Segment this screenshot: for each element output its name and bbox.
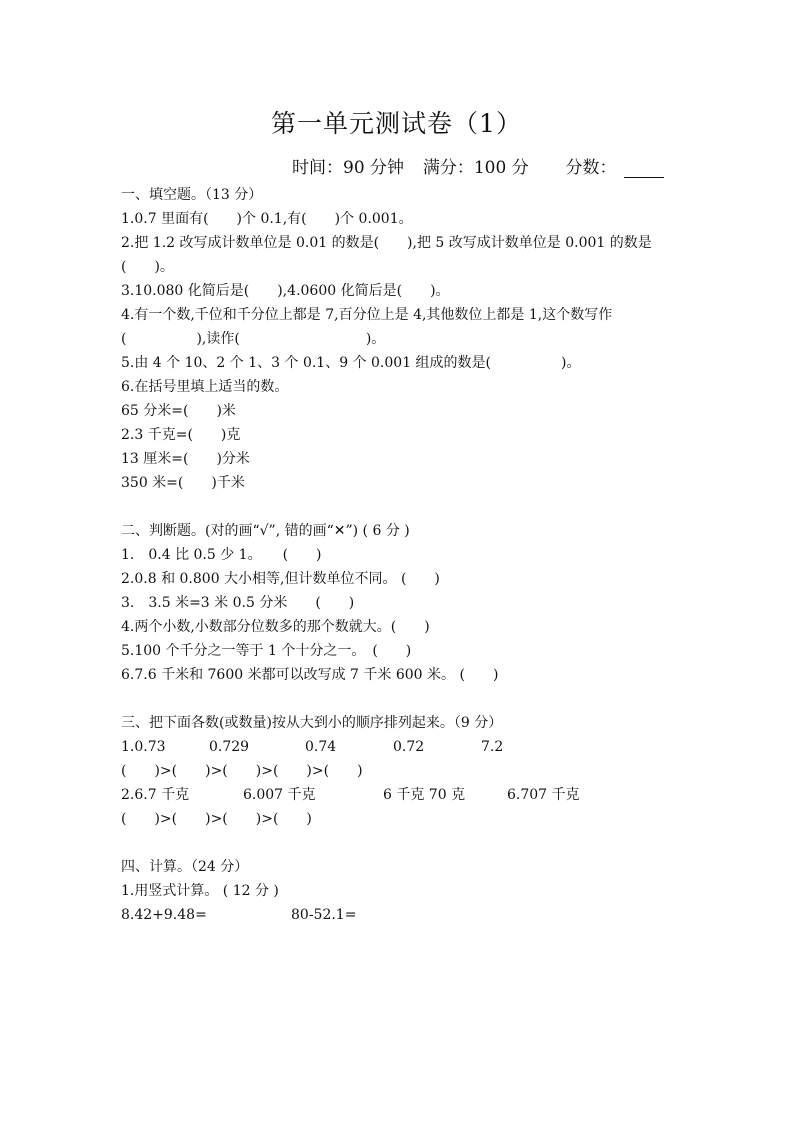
s1-q6-a: 65 分米=( )米: [121, 403, 236, 419]
s4-expr2: 80-52.1=: [291, 907, 357, 923]
s1-q1: 1.0.7 里面有( )个 0.1,有( )个 0.001。: [121, 211, 413, 227]
s1-q6: 6.在括号里填上适当的数。: [121, 379, 289, 395]
s3-q2-v1: 2.6.7 千克: [121, 787, 190, 803]
full-score: 满分：100 分: [422, 158, 529, 178]
section2-heading: 二、判断题。(对的画“√”, 错的画“✕”) ( 6 分 ): [121, 523, 410, 539]
s3-q1-v1: 1.0.73: [121, 739, 166, 755]
s2-q4: 4.两个小数,小数部分位数多的那个数就大。( ): [121, 619, 430, 635]
s1-q3: 3.10.080 化简后是( ),4.0600 化简后是( )。: [121, 283, 450, 299]
s4-expr1: 8.42+9.48=: [121, 907, 207, 923]
s3-q1-v3: 0.74: [305, 739, 337, 755]
s1-q6-d: 350 米=( )千米: [121, 475, 245, 491]
s2-q3: 3. 3.5 米=3 米 0.5 分米 ( ): [121, 595, 355, 611]
s1-q4: 4.有一个数,千位和千分位上都是 7,百分位上是 4,其他数位上都是 1,这个数写作( ),读作( )。: [121, 307, 613, 347]
s3-q2-v3: 6 千克 70 克: [383, 787, 466, 803]
exam-content: [121, 183, 681, 927]
score-blank[interactable]: [624, 161, 664, 178]
s2-q2: 2.0.8 和 0.800 大小相等,但计数单位不同。 ( ): [121, 571, 440, 587]
s3-q1-v5: 7.2: [481, 739, 504, 755]
score-label: 分数：: [565, 158, 617, 178]
s3-q2-v4: 6.707 千克: [507, 787, 580, 803]
section4-heading: 四、计算。（24 分）: [121, 859, 249, 875]
time-limit: 时间：90 分钟: [292, 158, 405, 178]
exam-meta: [292, 153, 664, 178]
s4-exprs: [121, 903, 681, 927]
s3-q1-answer: ( )>( )>( )>( )>( ): [121, 763, 363, 779]
s1-q6-c: 13 厘米=( )分米: [121, 451, 250, 467]
s2-q1: 1. 0.4 比 0.5 少 1。 ( ): [121, 547, 322, 563]
s2-q5: 5.100 个千分之一等于 1 个十分之一。 ( ): [121, 643, 412, 659]
s3-q1-values: [121, 735, 681, 759]
s3-q1-v4: 0.72: [393, 739, 425, 755]
s3-q2-answer: ( )>( )>( )>( ): [121, 811, 312, 827]
s3-q2-v2: 6.007 千克: [243, 787, 316, 803]
s3-q2-values: [121, 783, 681, 807]
exam-title: 第一单元测试卷（1）: [271, 109, 522, 138]
section3-heading: 三、把下面各数(或数量)按从大到小的顺序排列起来。（9 分）: [121, 715, 503, 731]
section1-heading: 一、填空题。（13 分）: [121, 187, 263, 203]
s1-q6-b: 2.3 千克=( )克: [121, 427, 241, 443]
s2-q6: 6.7.6 千米和 7600 米都可以改写成 7 千米 600 米。 ( ): [121, 667, 499, 683]
s1-q2: 2.把 1.2 改写成计数单位是 0.01 的数是( ),把 5 改写成计数单位是 0.001 的数是( )。: [121, 235, 652, 275]
s4-sub1: 1.用竖式计算。 ( 12 分 ): [121, 883, 279, 899]
s1-q5: 5.由 4 个 10、2 个 1、3 个 0.1、9 个 0.001 组成的数是( )。: [121, 355, 581, 371]
s3-q1-v2: 0.729: [209, 739, 250, 755]
